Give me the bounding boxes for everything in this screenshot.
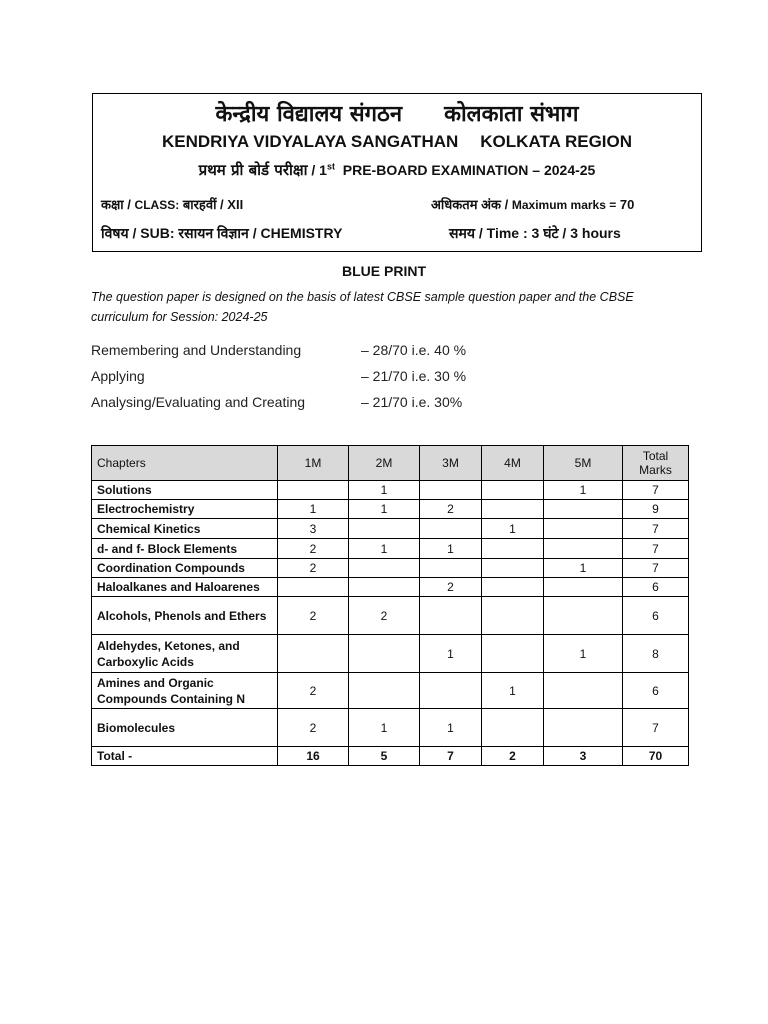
english-region-name: KOLKATA REGION	[480, 132, 633, 151]
table-row	[92, 635, 689, 673]
header-4m: 4M	[482, 446, 544, 481]
chapter-name: Solutions	[92, 481, 278, 500]
count-4m	[482, 635, 544, 673]
weightage-label: Remembering and Understanding	[91, 342, 302, 358]
total-marks: 7	[623, 709, 689, 747]
subject-value: CHEMISTRY	[260, 225, 343, 241]
count-1m	[278, 481, 349, 500]
class-info: कक्षा / CLASS: बारहवीं / XII	[101, 197, 244, 212]
table-row	[92, 481, 689, 500]
count-1m: 2	[278, 709, 349, 747]
hindi-org-name: केन्द्रीय विद्यालय संगठन	[215, 102, 403, 127]
total-count-1m: 16	[278, 747, 349, 766]
total-marks: 9	[623, 500, 689, 519]
count-1m: 2	[278, 539, 349, 559]
table-row	[92, 539, 689, 559]
total-total-marks: 70	[623, 747, 689, 766]
count-2m: 1	[349, 481, 420, 500]
count-5m	[544, 519, 623, 539]
count-5m	[544, 500, 623, 519]
chapter-name: Coordination Compounds	[92, 559, 278, 578]
count-3m: 1	[420, 635, 482, 673]
blueprint-title: BLUE PRINT	[342, 263, 426, 279]
time-value-hindi: 3 घंटे	[531, 225, 559, 241]
total-marks: 7	[623, 519, 689, 539]
max-marks-info: अधिकतम अंक / Maximum marks = 70	[431, 197, 635, 212]
count-5m: 1	[544, 559, 623, 578]
chapter-name: Electrochemistry	[92, 500, 278, 519]
count-3m	[420, 519, 482, 539]
table-row	[92, 578, 689, 597]
chapter-name: Amines and Organic Compounds Containing N	[92, 673, 278, 709]
total-marks: 6	[623, 673, 689, 709]
total-marks: 7	[623, 539, 689, 559]
count-1m	[278, 635, 349, 673]
weightage-label: Analysing/Evaluating and Creating	[91, 394, 306, 410]
count-4m	[482, 500, 544, 519]
total-count-2m: 5	[349, 747, 420, 766]
time-info: समय / Time : 3 घंटे / 3 hours	[449, 225, 621, 241]
header-3m: 3M	[420, 446, 482, 481]
total-count-3m: 7	[420, 747, 482, 766]
max-marks-label: Maximum marks =	[511, 198, 617, 212]
count-5m	[544, 597, 623, 635]
time-hindi: समय	[449, 225, 475, 241]
count-3m: 1	[420, 709, 482, 747]
count-5m	[544, 578, 623, 597]
count-2m	[349, 578, 420, 597]
header-total-marks: Total Marks	[623, 446, 689, 481]
count-4m	[482, 559, 544, 578]
count-2m: 2	[349, 597, 420, 635]
total-marks: 7	[623, 559, 689, 578]
count-1m: 2	[278, 597, 349, 635]
english-title	[93, 132, 701, 152]
total-count-5m: 3	[544, 747, 623, 766]
chapter-name: Chemical Kinetics	[92, 519, 278, 539]
weightage-row	[91, 392, 511, 418]
time-value: 3 hours	[570, 225, 621, 241]
class-label: CLASS:	[134, 198, 180, 212]
table-row	[92, 673, 689, 709]
count-5m	[544, 709, 623, 747]
table-row	[92, 559, 689, 578]
chapter-name: Haloalkanes and Haloarenes	[92, 578, 278, 597]
weightage-row	[91, 340, 511, 366]
count-5m	[544, 539, 623, 559]
count-2m	[349, 635, 420, 673]
weightage-label: Applying	[91, 368, 145, 384]
count-4m	[482, 481, 544, 500]
count-1m	[278, 578, 349, 597]
count-2m: 1	[349, 709, 420, 747]
max-marks-value: 70	[619, 197, 635, 212]
total-marks: 7	[623, 481, 689, 500]
count-5m: 1	[544, 481, 623, 500]
table-total-row	[92, 747, 689, 766]
header-chapters: Chapters	[92, 446, 278, 481]
table-row	[92, 500, 689, 519]
exam-name-hindi: प्रथम प्री बोर्ड परीक्षा	[198, 161, 308, 179]
hindi-region-name: कोलकाता संभाग	[444, 102, 579, 127]
table-header-row	[92, 446, 689, 481]
subject-value-hindi: रसायन विज्ञान	[178, 225, 249, 241]
weightage-row	[91, 366, 511, 392]
total-marks: 6	[623, 597, 689, 635]
count-2m: 1	[349, 539, 420, 559]
header-5m: 5M	[544, 446, 623, 481]
weightage-value: – 21/70 i.e. 30 %	[361, 368, 467, 384]
count-4m	[482, 539, 544, 559]
header-1m: 1M	[278, 446, 349, 481]
table-row	[92, 597, 689, 635]
table-row	[92, 709, 689, 747]
exam-name	[93, 160, 701, 180]
time-label: Time	[486, 225, 520, 241]
count-3m	[420, 559, 482, 578]
count-2m	[349, 559, 420, 578]
blueprint-table	[91, 445, 689, 766]
subject-label: SUB:	[140, 225, 175, 241]
total-marks: 8	[623, 635, 689, 673]
class-value: XII	[227, 197, 244, 212]
intro-text: The question paper is designed on the basis of latest CBSE sample question paper and the CBSE curriculum for Session: 2024-25	[91, 290, 634, 324]
count-3m	[420, 481, 482, 500]
cognitive-weightage-list	[91, 340, 511, 418]
weightage-value: – 28/70 i.e. 40 %	[361, 342, 467, 358]
chapter-name: Alcohols, Phenols and Ethers	[92, 597, 278, 635]
count-2m	[349, 519, 420, 539]
count-3m: 2	[420, 500, 482, 519]
hindi-title	[93, 98, 701, 128]
count-2m: 1	[349, 500, 420, 519]
count-3m	[420, 673, 482, 709]
count-4m: 1	[482, 519, 544, 539]
exam-name-english: PRE-BOARD EXAMINATION – 2024-25	[342, 162, 596, 178]
subject-info: विषय / SUB: रसायन विज्ञान / CHEMISTRY	[101, 225, 343, 241]
count-1m: 3	[278, 519, 349, 539]
weightage-value: – 21/70 i.e. 30%	[361, 394, 463, 410]
count-4m: 1	[482, 673, 544, 709]
count-3m: 1	[420, 539, 482, 559]
exam-number-suffix: st	[326, 161, 335, 172]
english-org-name: KENDRIYA VIDYALAYA SANGATHAN	[161, 132, 459, 151]
count-5m: 1	[544, 635, 623, 673]
max-marks-hindi: अधिकतम अंक	[431, 197, 501, 212]
count-1m: 2	[278, 673, 349, 709]
total-marks: 6	[623, 578, 689, 597]
count-4m	[482, 709, 544, 747]
count-1m: 2	[278, 559, 349, 578]
exam-number: 1	[319, 162, 327, 178]
header-2m: 2M	[349, 446, 420, 481]
exam-header-box	[92, 93, 702, 252]
count-3m: 2	[420, 578, 482, 597]
blueprint-table-body	[92, 481, 689, 766]
class-hindi: कक्षा	[101, 197, 124, 212]
total-count-4m: 2	[482, 747, 544, 766]
chapter-name: Aldehydes, Ketones, and Carboxylic Acids	[92, 635, 278, 673]
count-4m	[482, 597, 544, 635]
class-value-hindi: बारहवीं	[182, 197, 217, 212]
exam-name-separator: /	[307, 162, 320, 178]
chapter-name: Biomolecules	[92, 709, 278, 747]
count-2m	[349, 673, 420, 709]
table-row	[92, 519, 689, 539]
total-chapter-name: Total -	[92, 747, 278, 766]
count-1m: 1	[278, 500, 349, 519]
count-4m	[482, 578, 544, 597]
chapter-name: d- and f- Block Elements	[92, 539, 278, 559]
count-3m	[420, 597, 482, 635]
subject-hindi: विषय	[101, 225, 129, 241]
count-5m	[544, 673, 623, 709]
